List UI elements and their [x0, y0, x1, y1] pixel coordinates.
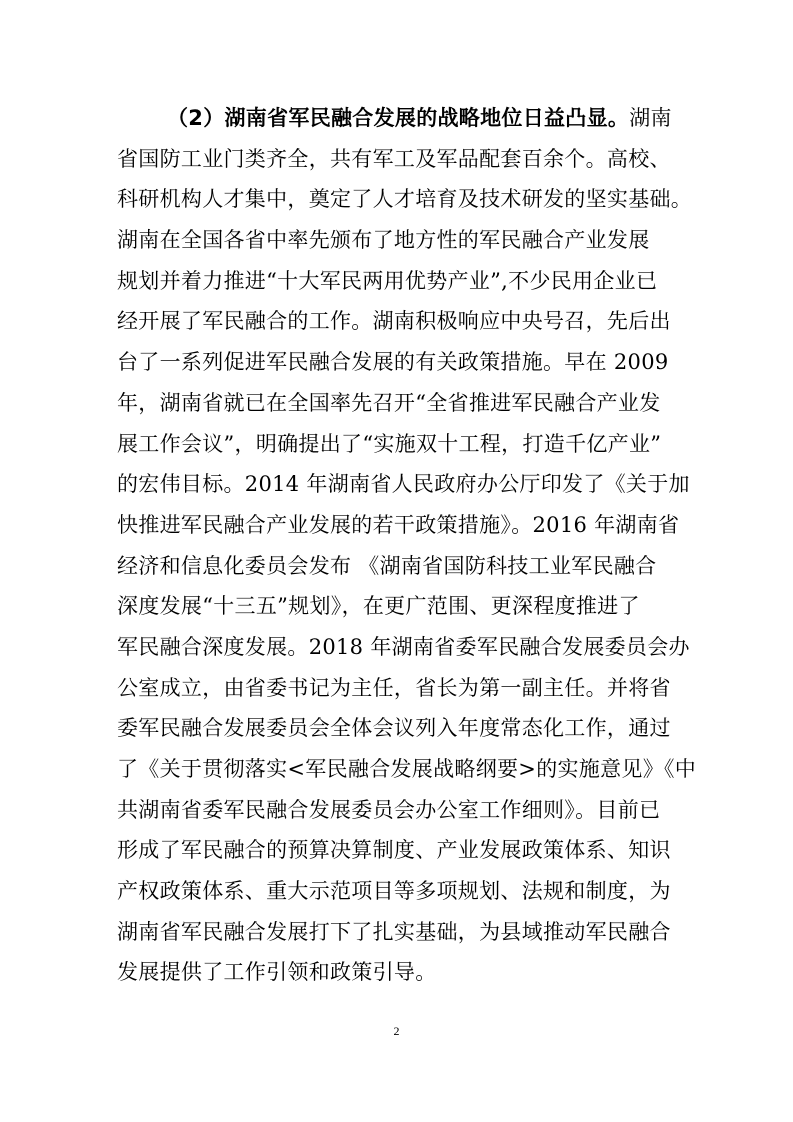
section-heading: （2）湖南省军民融合发展的战略地位日益凸显。: [167, 106, 630, 130]
paragraph-line: 经济和信息化委员会发布 《湖南省国防科技工业军民融合: [117, 553, 657, 578]
paragraph-line: 军民融合深度发展。2018 年湖南省委军民融合发展委员会办: [117, 634, 690, 659]
paragraph-line: 产权政策体系、重大示范项目等多项规划、法规和制度，为: [117, 879, 671, 904]
paragraph-line: 规划并着力推进“十大军民两用优势产业”,不少民用企业已: [117, 268, 658, 293]
paragraph-line: 共湖南省委军民融合发展委员会办公室工作细则》。目前已: [117, 797, 661, 822]
paragraph-line: 展工作会议”，明确提出了“实施双十工程，打造千亿产业”: [117, 431, 662, 456]
paragraph-line: 深度发展“十三五”规划》，在更广范围、更深程度推进了: [117, 594, 640, 619]
paragraph-line: 公室成立，由省委书记为主任，省长为第一副主任。并将省: [117, 675, 671, 700]
paragraph-line: 快推进军民融合产业发展的若干政策措施》。2016 年湖南省: [117, 512, 680, 537]
paragraph-line: 年，湖南省就已在全国率先召开“全省推进军民融合产业发: [117, 390, 661, 415]
paragraph-line: 的宏伟目标。2014 年湖南省人民政府办公厅印发了《关于加: [117, 472, 690, 497]
body-paragraph: [117, 98, 697, 993]
paragraph-line: 湖南省军民融合发展打下了扎实基础，为县域推动军民融合: [117, 919, 671, 944]
paragraph-line: 经开展了军民融合的工作。湖南积极响应中央号召，先后出: [117, 309, 671, 334]
paragraph-line: 台了一系列促进军民融合发展的有关政策措施。早在 2009: [117, 350, 669, 375]
paragraph-line: 湖南: [629, 106, 672, 130]
paragraph-line: 省国防工业门类齐全，共有军工及军品配套百余个。高校、: [117, 146, 671, 171]
paragraph-line: 委军民融合发展委员会全体会议列入年度常态化工作，通过: [117, 716, 671, 741]
page-number: 2: [393, 1024, 400, 1038]
paragraph-line: 形成了军民融合的预算决算制度、产业发展政策体系、知识: [117, 838, 671, 863]
paragraph-line: 科研机构人才集中，奠定了人才培育及技术研发的坚实基础。: [117, 187, 693, 212]
paragraph-line: 发展提供了工作引领和政策引导。: [117, 960, 437, 985]
paragraph-first-line: [117, 98, 677, 139]
paragraph-line: 了《关于贯彻落实<军民融合发展战略纲要>的实施意见》《中: [117, 757, 697, 781]
paragraph-line: 湖南在全国各省中率先颁布了地方性的军民融合产业发展: [117, 228, 650, 253]
